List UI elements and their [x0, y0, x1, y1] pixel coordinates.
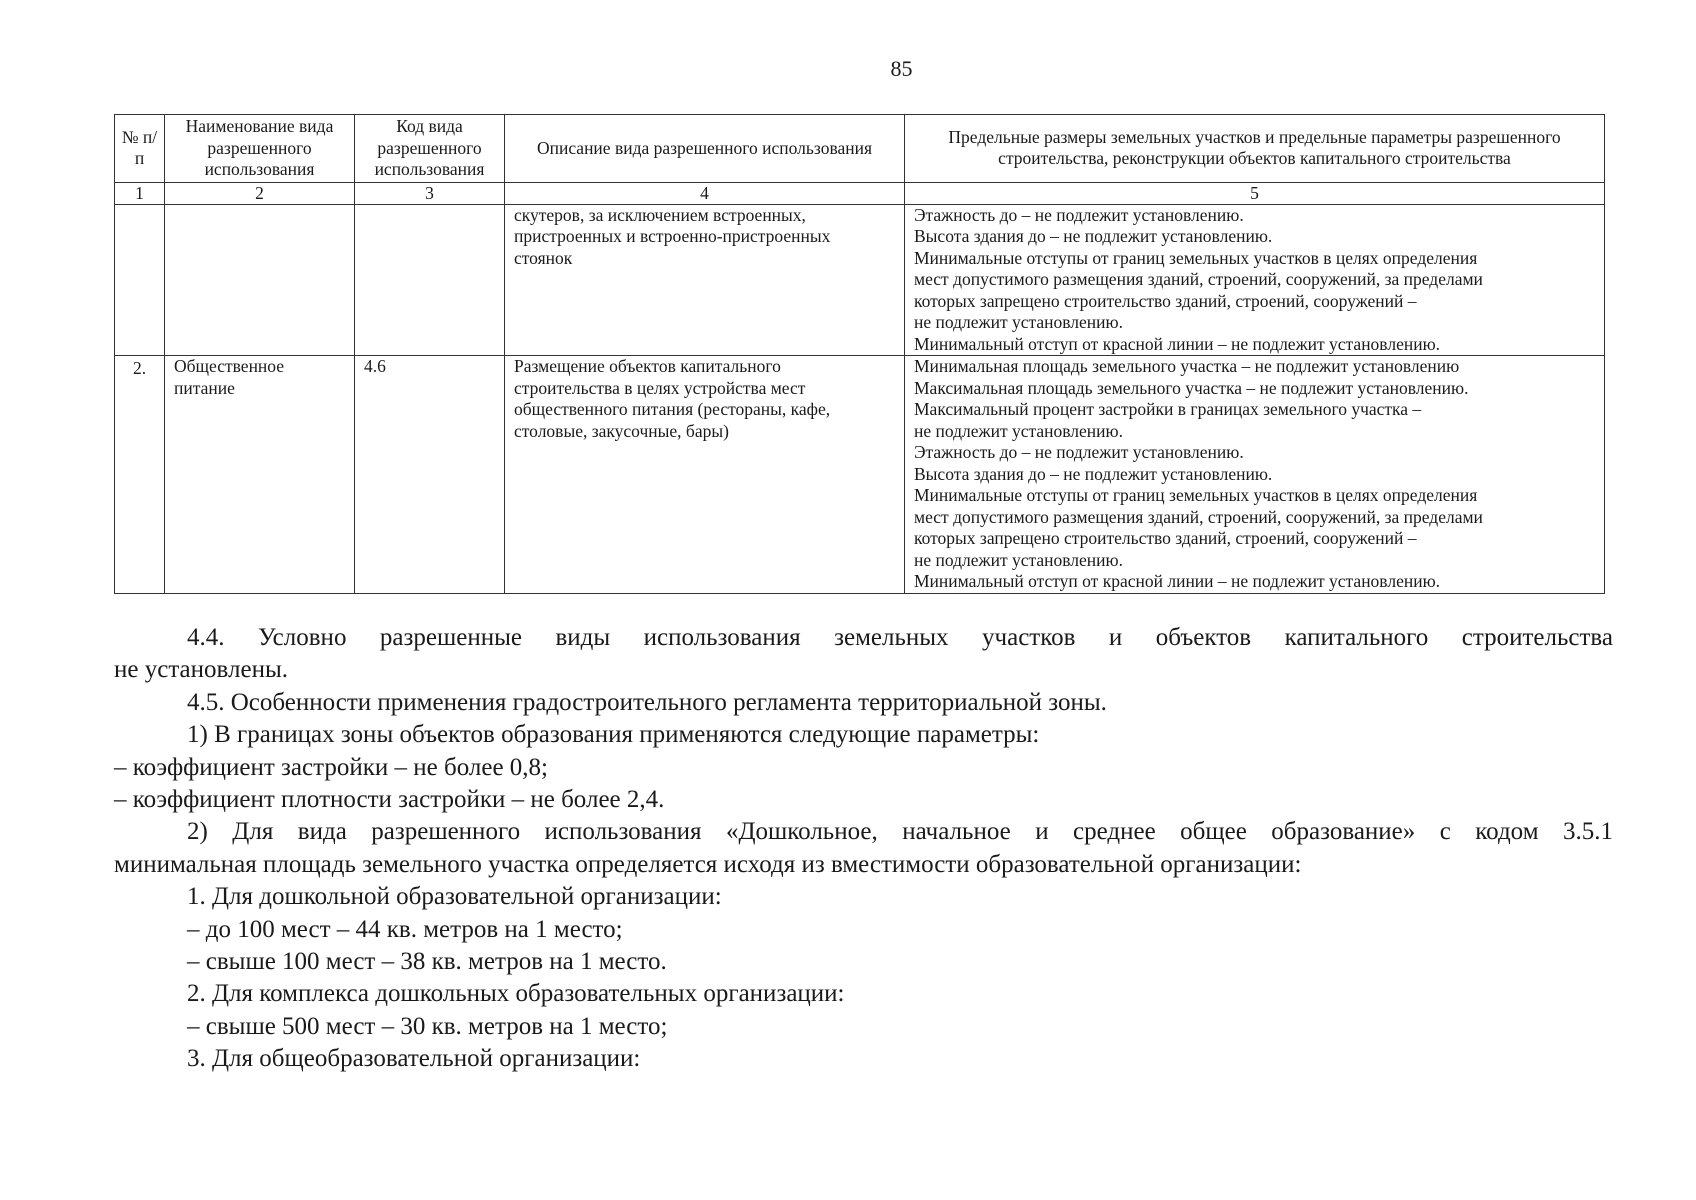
paragraph-4-5: 4.5. Особенности применения градостроительного регламента территориальной зоны. [187, 688, 1107, 716]
paragraph-4-4-line-1: 4.4. Условно разрешенные виды использования земельных участков и объектов капитального строительства [187, 624, 1613, 651]
header-number: № п/п [115, 115, 165, 183]
paragraph-dash-item: – свыше 100 мест – 38 кв. метров на 1 место. [187, 948, 667, 976]
use-code-cell [355, 204, 505, 356]
header-use-name: Наименование вида разрешенного использования [165, 115, 355, 183]
parameter-line: не подлежит установлению. [914, 549, 1123, 570]
parameter-line: Минимальная площадь земельного участка – не подлежит установлению [914, 356, 1460, 376]
description-line: пристроенных и встроенно-пристроенных [514, 226, 831, 246]
column-number: 4 [505, 182, 905, 204]
use-name-line: питание [174, 377, 235, 398]
table-header-row [115, 115, 1605, 183]
paragraph-dash-item: – свыше 500 мест – 30 кв. метров на 1 место; [187, 1012, 668, 1040]
use-description-cell [505, 356, 905, 594]
paragraph-subitem: 2. Для комплекса дошкольных образовательных организации: [187, 980, 845, 1008]
use-name-cell [165, 356, 355, 594]
page-number: 85 [890, 56, 913, 81]
column-number: 5 [905, 182, 1605, 204]
use-description-cell [505, 204, 905, 356]
body-text [114, 622, 1613, 1076]
parameter-line: которых запрещено строительство зданий, строений, сооружений – [914, 528, 1417, 548]
paragraph-item-2-line-2: минимальная площадь земельного участка определяется исходя из вместимости образовательной организации: [114, 850, 1302, 878]
parameter-line: Максимальная площадь земельного участка – не подлежит установлению. [914, 377, 1469, 398]
parameter-line: которых запрещено строительство зданий, строений, сооружений – [914, 290, 1417, 311]
description-line: строительства в целях устройства мест [514, 377, 806, 398]
parameter-line: Минимальный отступ от красной линии – не подлежит установлению. [914, 571, 1441, 591]
use-code-cell: 4.6 [355, 356, 505, 594]
parameter-line: Максимальный процент застройки в границах земельного участка – [914, 399, 1422, 419]
column-number: 1 [115, 182, 165, 204]
parameter-line: Минимальные отступы от границ земельных участков в целях определения [914, 247, 1478, 268]
header-parameters: Предельные размеры земельных участков и предельные параметры разрешенного строительства, реконструкции объектов капитального строительства [905, 115, 1605, 183]
description-line: стоянок [514, 247, 573, 268]
parameters-cell [905, 356, 1605, 594]
description-line: скутеров, за исключением встроенных, [514, 204, 806, 225]
column-number-row [115, 182, 1605, 204]
header-use-code: Код вида разрешенного использования [355, 115, 505, 183]
column-number: 3 [355, 182, 505, 204]
regulation-table [114, 114, 1605, 594]
parameter-line: Минимальные отступы от границ земельных участков в целях определения [914, 485, 1478, 505]
table-row [115, 356, 1605, 594]
paragraph-subitem: 1. Для дошкольной образовательной организации: [187, 883, 722, 911]
table-row [115, 204, 1605, 356]
parameter-line: Этажность до – не подлежит установлению. [914, 442, 1244, 462]
column-number: 2 [165, 182, 355, 204]
parameter-line: мест допустимого размещения зданий, строений, сооружений, за пределами [914, 269, 1483, 289]
paragraph-item-1: 1) В границах зоны объектов образования применяются следующие параметры: [187, 721, 1040, 749]
paragraph-dash-item: – до 100 мест – 44 кв. метров на 1 место; [187, 915, 623, 943]
parameter-line: Этажность до – не подлежит установлению. [914, 204, 1244, 225]
header-use-description: Описание вида разрешенного использования [505, 115, 905, 183]
parameter-line: не подлежит установлению. [914, 420, 1123, 441]
row-number-cell [115, 204, 165, 356]
parameter-line: Высота здания до – не подлежит установлению. [914, 226, 1273, 246]
parameter-line: мест допустимого размещения зданий, строений, сооружений, за пределами [914, 506, 1483, 527]
parameter-line: Минимальный отступ от красной линии – не подлежит установлению. [914, 333, 1441, 354]
paragraph-4-4-line-2: не установлены. [114, 656, 288, 684]
description-line: столовые, закусочные, бары) [514, 420, 729, 441]
parameter-line: не подлежит установлению. [914, 312, 1123, 332]
parameter-line: Высота здания до – не подлежит установлению. [914, 463, 1273, 484]
paragraph-item-2-line-1: 2) Для вида разрешенного использования «Дошкольное, начальное и среднее общее образование» с кодом 3.5.1 [187, 818, 1613, 846]
paragraph-dash-item: – коэффициент застройки – не более 0,8; [114, 753, 548, 781]
paragraph-subitem: 3. Для общеобразовательной организации: [187, 1045, 641, 1073]
row-number-cell: 2. [115, 356, 165, 594]
description-line: общественного питания (рестораны, кафе, [514, 399, 831, 419]
use-name-cell [165, 204, 355, 356]
use-name-line: Общественное [174, 356, 285, 376]
paragraph-dash-item: – коэффициент плотности застройки – не более 2,4. [114, 786, 665, 814]
description-line: Размещение объектов капитального [514, 356, 781, 376]
parameters-cell [905, 204, 1605, 356]
